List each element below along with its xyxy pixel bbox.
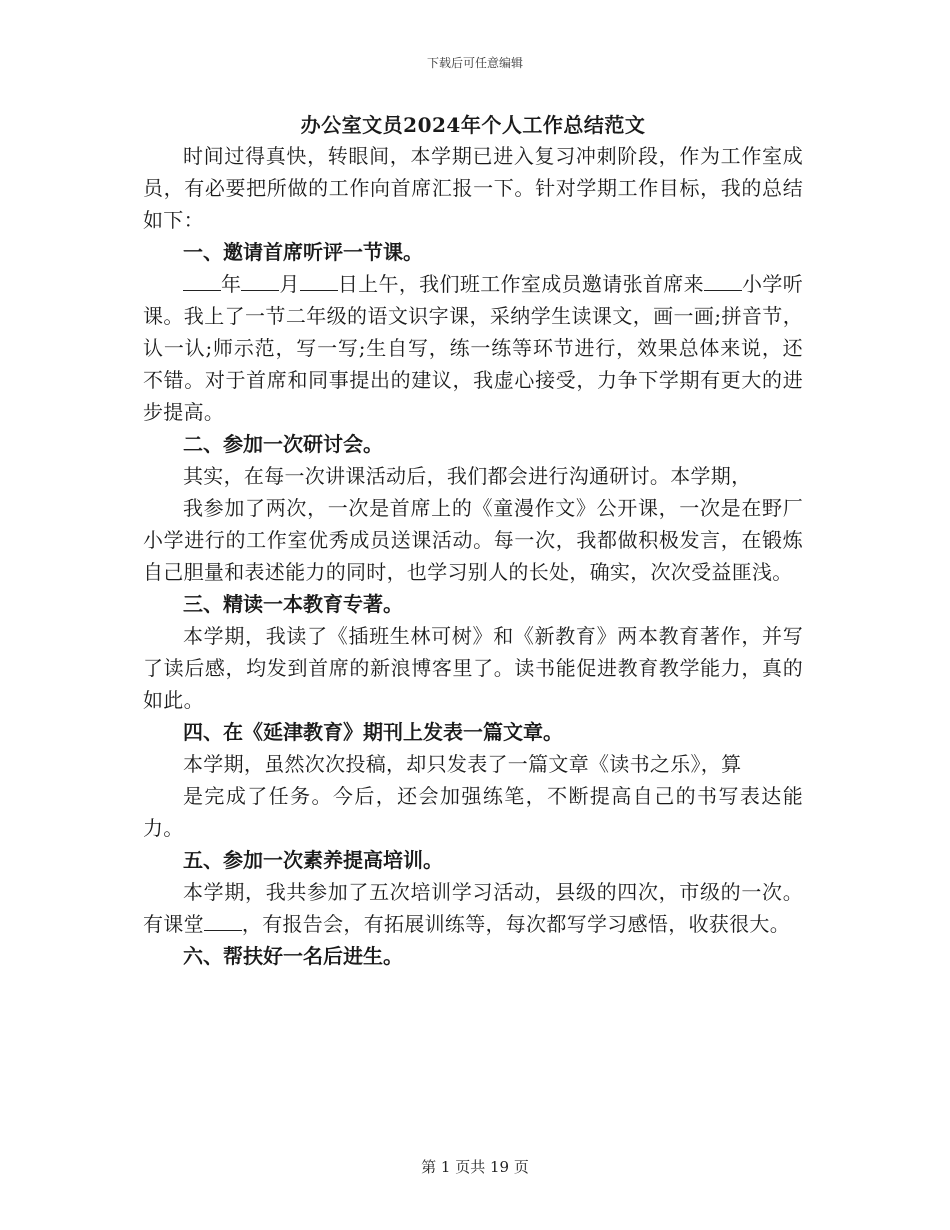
section-2-paragraph-2: 我参加了两次，一次是首席上的《童漫作文》公开课，一次是在野厂小学进行的工作室优秀成员送课活动。每一次，我都做积极发言，在锻炼自己胆量和表述能力的同时，也学习别人的长处，确实，次次受益匪浅。 [143, 496, 803, 584]
blank-line [241, 272, 279, 291]
section-heading-3: 三、精读一本教育专著。 [183, 592, 403, 616]
blank-line [204, 912, 242, 931]
section-3-paragraph: 本学期，我读了《插班生林可树》和《新教育》两本教育著作，并写了读后感，均发到首席的新浪博客里了。读书能促进教育教学能力，真的如此。 [143, 624, 803, 712]
section-heading-5: 五、参加一次素养提高培训。 [183, 848, 443, 872]
blank-line [300, 272, 338, 291]
section-5-paragraph: 本学期，我共参加了五次培训学习活动，县级的四次，市级的一次。有课堂 ，有报告会，有拓展训练等，每次都写学习感悟，收获很大。 [143, 880, 803, 936]
page-footer: 第 1 页共 19 页 [421, 1158, 529, 1176]
section-1-paragraph: 年 月 日上午，我们班工作室成员邀请张首席来 小学听课。我上了一节二年级的语文识字课，采纳学生读课文，画一画;拼音节，认一认;师示范，写一写;生自写，练一练等环节进行，效果总体来说，还不错。对于首席和同事提出的建议，我虚心接受，力争下学期有更大的进步提高。 [143, 272, 803, 424]
blank-line [183, 272, 221, 291]
section-heading-4: 四、在《延津教育》期刊上发表一篇文章。 [183, 720, 563, 744]
blank-line [704, 272, 742, 291]
page-header: 下载后可任意编辑 [426, 56, 523, 70]
section-heading-1: 一、邀请首席听评一节课。 [183, 240, 423, 264]
document-title: 办公室文员2024年个人工作总结范文 [300, 113, 646, 137]
section-heading-2: 二、参加一次研讨会。 [183, 432, 383, 456]
section-heading-6: 六、帮扶好一名后进生。 [183, 944, 403, 968]
document-body [143, 110, 803, 972]
section-2-paragraph-1: 其实，在每一次讲课活动后，我们都会进行沟通研讨。本学期， [183, 464, 752, 488]
section-4-paragraph-1: 本学期，虽然次次投稿，却只发表了一篇文章《读书之乐》，算 [183, 752, 742, 776]
intro-paragraph: 时间过得真快，转眼间，本学期已进入复习冲刺阶段，作为工作室成员，有必要把所做的工作向首席汇报一下。针对学期工作目标，我的总结如下： [143, 144, 803, 232]
section-4-paragraph-2: 是完成了任务。今后，还会加强练笔，不断提高自己的书写表达能力。 [143, 784, 803, 840]
